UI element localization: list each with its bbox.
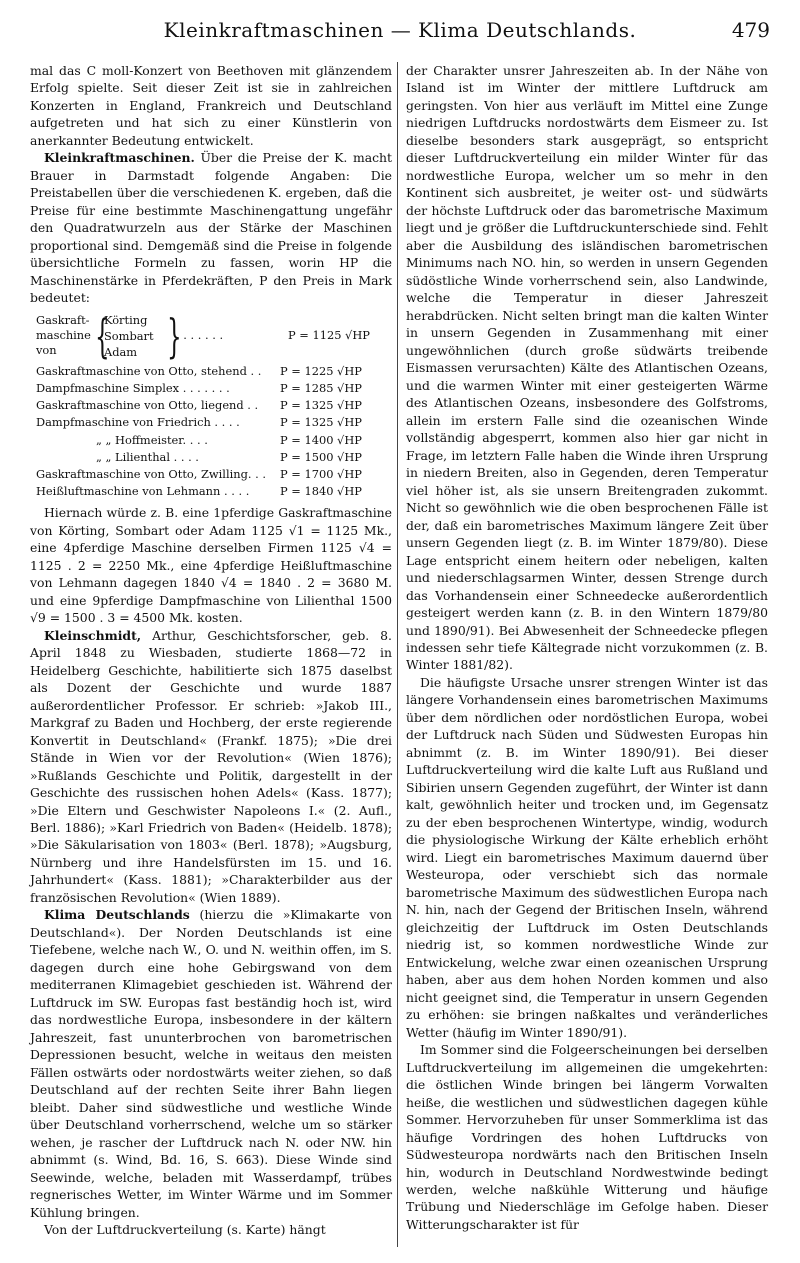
leader-dots: . . . . . . . [176,328,224,343]
entry-text: (hierzu die »Klimakarte von Deutschland«). Der Norden Deutschlands ist eine Tiefebene, welche nach W., O. und N. weithin offen, im S. dagegen durch eine hohe Gebirgswand von dem mediterranen Klimagebiet geschieden ist. Während der Luftdruck im SW. Europas fast beständig hoch ist, wird das nordwestliche Europa, insbesondere in der kältern Jahreszeit, fast ununterbrochen von barometrischen Depressionen besucht, welche in weitaus den meisten Fällen ostwärts oder nordostwärts weiter ziehen, so daß Deutschland auf der rechten Seite ihrer Bahn liegen bleibt. Daher sind südwestliche und westliche Winde über Deutschland vorherrschend, welche um so stärker wehen, je rascher der Luftdruck nach N. oder NW. hin abnimmt (s. Wind, Bd. 16, S. 663). Diese Winde sind Seewinde, welche, beladen mit Wasserdampf, trübes regnerisches Wetter, im Winter Wärme und im Sommer Kühlung bringen. [30,907,392,1220]
entry-headword: Klima Deutschlands [44,907,190,923]
paragraph: Hiernach würde z. B. eine 1pferdige Gaskraftmaschine von Körting, Sombart oder Adam 1125 √1 = 1125 Mk., eine 4pferdige Maschine derselben Firmen 1125 √4 = 1125 . 2 = 2250 Mk., eine 4pferdige Heißluftmaschine von Lehmann dagegen 1840 √4 = 1840 . 2 = 3680 M. und eine 9pferdige Dampfmaschine von Lilienthal 1500 √9 = 1500 . 3 = 4500 Mk. kosten. [30,505,392,626]
formula-row: „ „ Hoffmeister. . . . P = 1400 √HP [96,432,362,447]
right-brace: } [167,308,182,363]
paragraph: Von der Luftdruckverteilung (s. Karte) hängt [44,1222,326,1238]
formula-row: Gaskraftmaschine von Otto, liegend . . P = 1325 √HP [36,398,362,413]
formula-row: Gaskraftmaschine von Otto, stehend . . P = 1225 √HP [36,363,362,378]
formula-row: Heißluftmaschine von Lehmann . . . . P = 1840 √HP [36,484,362,499]
formula-row: Gaskraftmaschine von Otto, Zwilling. . . P = 1700 √HP [36,466,362,481]
left-column [30,62,392,1239]
price-formula-table [36,309,392,501]
running-title: Kleinkraftmaschinen — Klima Deutschlands. [163,18,637,42]
entry-text: Über die Preise der K. macht Brauer in Darmstadt folgende Angaben: Die Preistabellen über die verschiedenen K. ergeben, daß die Preise für eine bestimmte Maschinengattung ungefähr den Quadratwurzeln aus der Stärke der Maschinen proportional sind. Demgemäß sind die Preise in folgende übersichtliche Formeln zu fassen, worin HP die Maschinenstärke in Pferdekräften, P den Preis in Mark bedeutet: [30,150,392,306]
entry-kleinschmidt [30,627,392,907]
entry-headword: Kleinschmidt, [44,627,142,643]
paragraph: Die häufigste Ursache unsrer strengen Winter ist das längere Vorhandensein eines barometrischen Maximums über dem nördlichen oder nordöstlichen Europa, wobei der Luftdruck nach Süden und Südwesten Europas hin abnimmt (z. B. im Winter 1890/91). Bei dieser Luftdruckverteilung wird die kalte Luft aus Rußland und Sibirien unsern Gegenden zugeführt, der Winter ist dann kalt, gewöhnlich heiter und trocken und, im Gegensatz zu der eben besprochenen Wintertype, windig, wodurch die physiologische Wirkung der Kälte erheblich erhöht wird. Liegt ein barometrisches Maximum dauernd über Westeuropa, oder verschiebt sich das normale barometrische Maximum des südwestlichen Europa nach N. hin, nach der Gegend der Britischen Inseln, während gleichzeitig der Luftdruck im Osten Deutschlands niedrig ist, so kommen nordwestliche Winde zur Entwickelung, welche zwar einen ozeanischen Ursprung haben, aber aus dem hohen Norden kommen und also nicht geeignet sind, die Temperatur in unsern Gegenden zu erhöhen: sie bringen naßkaltes und veränderliches Wetter (häufig im Winter 1890/91). [406,674,768,1040]
formula-group-row [36,309,392,363]
formula-row: „ „ Lilienthal . . . . P = 1500 √HP [96,449,362,464]
formula-row: Dampfmaschine von Friedrich . . . . P = 1325 √HP [36,415,362,430]
paragraph: der Charakter unsrer Jahreszeiten ab. In der Nähe von Island ist im Winter der mittlere Luftdruck am geringsten. Von hier aus verläuft im Mittel eine Zunge niedrigen Luftdrucks nordostwärts dem Eismeer zu. Ist dieselbe besonders stark ausgeprägt, so entspricht dieser Luftdruckverteilung ein milder Winter für das nordwestliche Europa, welcher um so mehr in den Kontinent sich ausbreitet, je weiter ost- und südwärts der höchste Luftdruck oder das barometrische Maximum liegt und je größer die Luftdruckunterschiede sind. Fehlt aber die Ausbildung des isländischen barometrischen Minimums nach NO. hin, so werden in unsern Gegenden südöstliche Winde vorherrschend sein, also Landwinde, welche die Temperatur in dieser Jahreszeit herabdrücken. Nicht selten bringt man die kalten Winter in unsern Gegenden in Zusammenhang mit einer ungewöhnlichen (durch große südwärts treibende Eismassen verursachten) Kälte des Atlantischen Ozeans, und die warmen Winter mit einer gesteigerten Wärme des Atlantischen Ozeans, insbesondere des Golfstroms, allein im erstern Falle sind die ozeanischen Winde vollständig abgesperrt, kommen also hier gar nicht in Frage, im letztern Falle haben die Winde ihren Ursprung in niedern Breiten, also in Gegenden, deren Temperatur viel höher ist, als sie unsern Breitengraden zukommt. Nicht so gewöhnlich wie die oben besprochenen Fälle ist der, daß ein barometrisches Maximum längere Zeit über unsern Gegenden liegt (z. B. im Winter 1879/80). Diese Lage entspricht einem heitern oder nebeligen, kalten und niederschlagsarmen Winter, dessen Strenge durch das Vorhandensein einer Schneedecke außerordentlich gesteigert werden kann (z. B. in den Wintern 1879/80 und 1890/91). Bei Abwesenheit der Schneedecke pflegen indessen sehr tiefe Kältegrade nicht vorzukommen (z. B. Winter 1881/82). [406,63,768,673]
right-column [406,62,768,1233]
paragraph: Im Sommer sind die Folgeerscheinungen bei derselben Luftdruckverteilung im allgemeinen die umgekehrten: die östlichen Winde bringen bei längerm Vorwalten heiße, die westlichen und südwestlichen dagegen kühle Sommer. Hervorzuheben für unser Sommerklima ist das häufige Vordringen des hohen Luftdrucks von Südwesteuropa nordwärts nach den Britischen Inseln hin, wodurch in Deutschland Nordwestwinde bedingt werden, welche naßkühle Witterung und häufige Trübung und Niederschläge im Gefolge haben. Dieser Witterungscharakter ist für [406,1042,768,1232]
entry-kleinkraftmaschinen [30,149,392,306]
page-number: 479 [731,18,770,42]
paragraph: mal das C moll-Konzert von Beethoven mit glänzendem Erfolg spielte. Seit dieser Zeit ist sie in zahlreichen Konzerten in England, Frankreich und Deutschland aufgetreten und hat sich zu einer Künstlerin von anerkannter Bedeutung entwickelt. [30,63,392,148]
column-divider [397,62,398,1247]
page-header [30,18,770,48]
entry-headword: Kleinkraftmaschinen. [44,150,195,166]
entry-text: Arthur, Geschichtsforscher, geb. 8. April 1848 zu Wiesbaden, studierte 1868—72 in Heidelberg Geschichte, habilitierte sich 1875 daselbst als Dozent der Geschichte und wurde 1887 außerordentlicher Professor. Er schrieb: »Jakob III., Markgraf zu Baden und Hochberg, der erste regierende Konvertit in Deutschland« (Frankf. 1875); »Die drei Stände in Wien vor der Revolution« (Wien 1876); »Rußlands Geschichte und Politik, dargestellt in der Geschichte des russischen hohen Adels« (Kass. 1877); »Die Eltern und Geschwister Napoleons I.« (2. Aufl., Berl. 1886); »Karl Friedrich von Baden« (Heidelb. 1878); »Die Säkularisation von 1803« (Berl. 1878); »Augsburg, Nürnberg und ihre Handelsfürsten im 15. und 16. Jahrhundert« (Kass. 1881); »Charakterbilder aus der französischen Revolution« (Wien 1889). [30,627,392,905]
left-brace: { [95,308,110,363]
group-label: Gaskraft- maschine von [36,313,91,358]
firm-list: Körting Sombart Adam [104,312,154,359]
formula: P = 1125 √HP [288,328,370,343]
formula-row: Dampfmaschine Simplex . . . . . . . P = 1285 √HP [36,380,362,395]
entry-klima-deutschlands [30,906,392,1221]
